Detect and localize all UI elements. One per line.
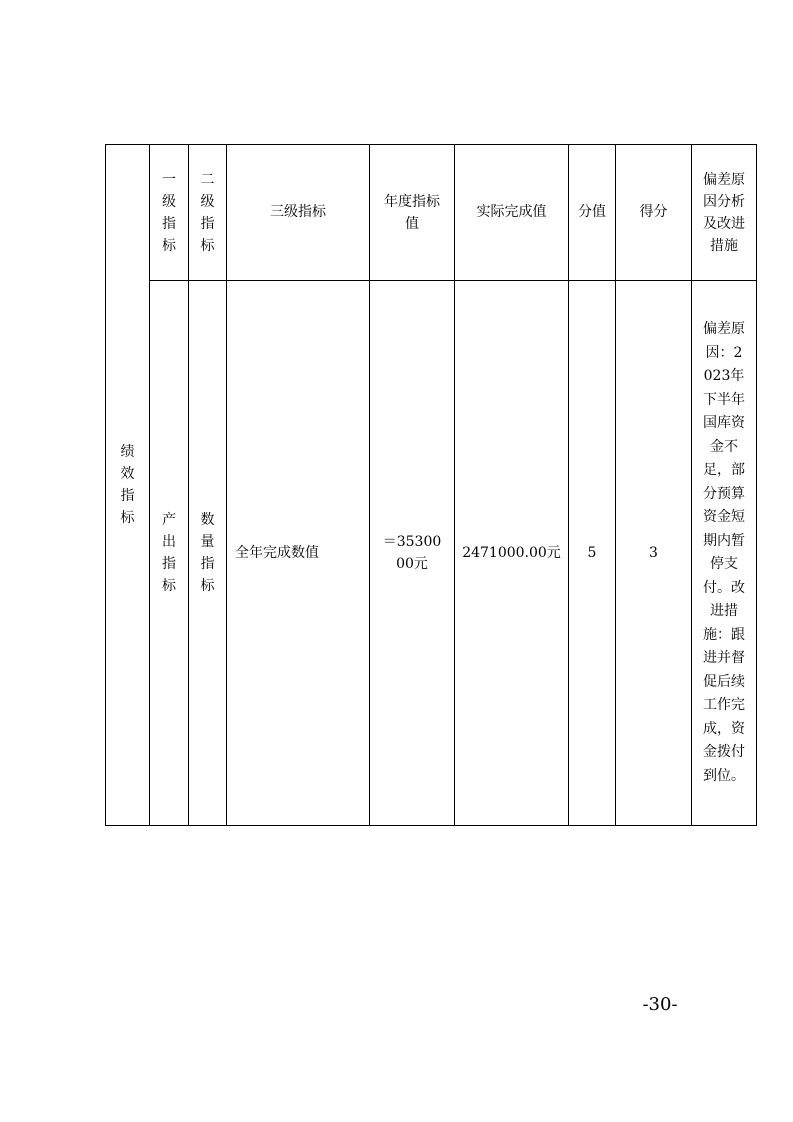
row-obtained: 3 [649,544,658,561]
row-score: 5 [587,544,597,561]
header-level1-cell [150,145,189,281]
row-annual-target-cell [370,281,455,826]
row-level3: 全年完成数值 [235,544,319,561]
section-label: 绩效指标 [120,444,135,526]
row-actual-value-cell [455,281,569,826]
header-level3-cell [227,145,370,281]
row-level2-cell [189,281,227,826]
header-annual-target: 年度指标值 [384,193,440,232]
page-number: -30- [642,994,678,1015]
row-obtained-cell [616,281,692,826]
header-score: 分值 [578,204,606,220]
header-actual-value-cell [455,145,569,281]
header-annual-target-cell [370,145,455,281]
row-deviation-cell [692,281,757,826]
header-level3: 三级指标 [270,204,326,220]
header-level1: 一级指标 [162,171,176,254]
header-level2: 二级指标 [200,171,215,254]
header-level2-cell [189,145,227,281]
section-cell [106,145,150,826]
header-obtained: 得分 [639,204,668,220]
table-row [106,281,757,826]
header-deviation: 偏差原因分析及改进措施 [703,171,745,254]
header-obtained-cell [616,145,692,281]
header-deviation-cell [692,145,757,281]
row-annual-target: ＝3530000元 [382,534,442,572]
header-actual-value: 实际完成值 [476,204,547,220]
row-level3-cell [227,281,370,826]
header-score-cell [569,145,616,281]
row-level1: 产出指标 [162,512,176,594]
row-level2: 数量指标 [200,512,215,594]
row-level1-cell [150,281,189,826]
table-header-row [106,145,757,281]
row-score-cell [569,281,616,826]
performance-indicator-table [105,144,757,826]
row-deviation: 偏差原因：2023年下半年国库资金不足，部分预算资金短期内暂停支付。改进措施：跟进并督促后续工作完成，资金拨付到位。 [703,321,745,784]
row-actual-value: 2471000.00元 [462,544,561,561]
